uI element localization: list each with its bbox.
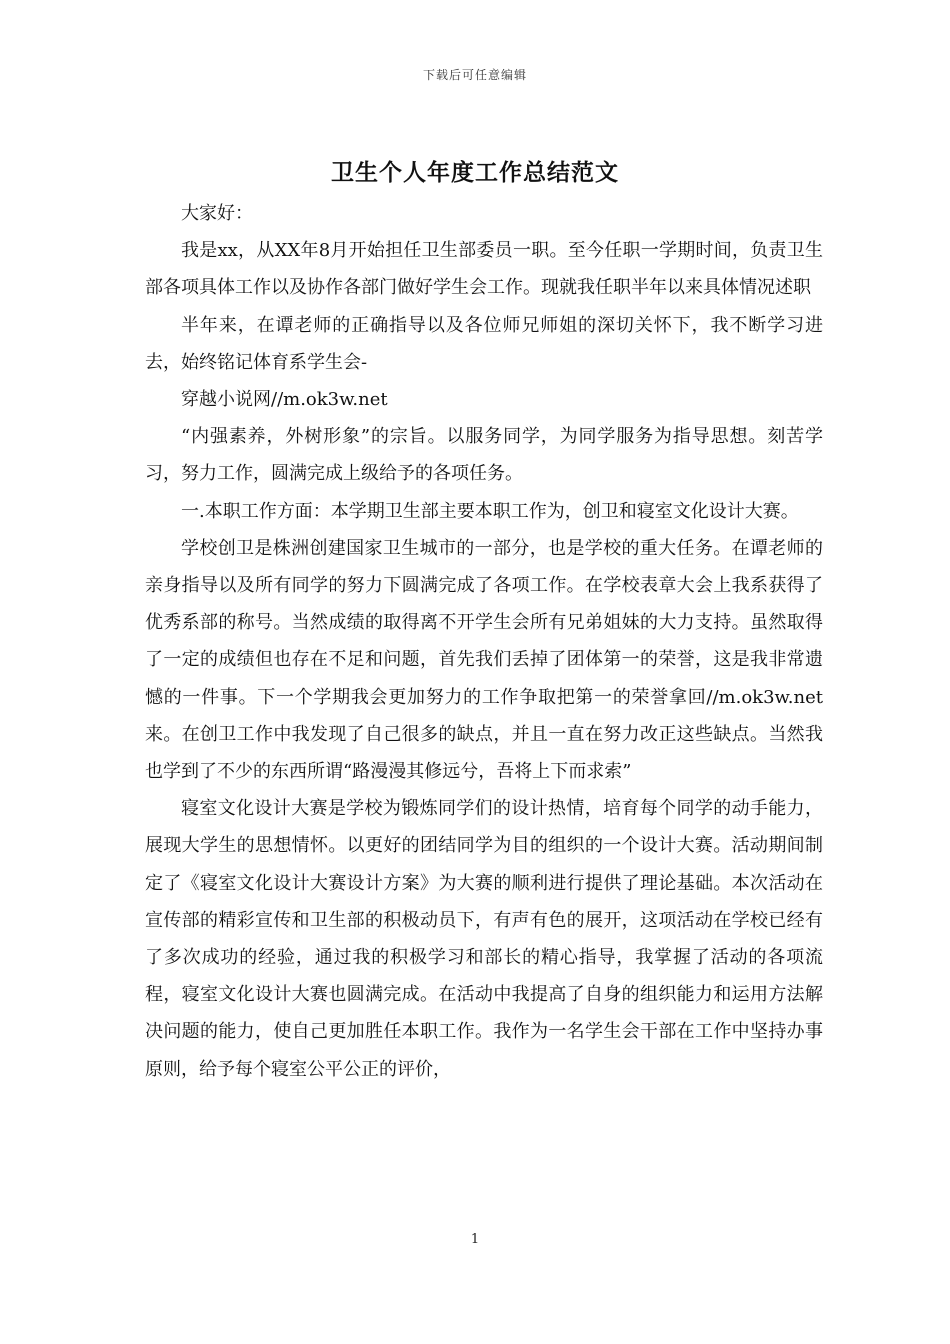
page-header-note: 下载后可任意编辑 (422, 68, 527, 82)
document-body (145, 195, 823, 1088)
document-title: 卫生个人年度工作总结范文 (331, 159, 619, 186)
page-number: 1 (470, 1232, 480, 1247)
paragraph-section-one: 一.本职工作方面：本学期卫生部主要本职工作为，创卫和寝室文化设计大赛。 (181, 500, 799, 522)
paragraph-greeting: 大家好： (181, 203, 253, 224)
paragraph-motto: “内强素养，外树形象”的宗旨。以服务同学，为同学服务为指导思想。刻苦学习，努力工作，圆满完成上级给予的各项任务。 (145, 426, 823, 485)
paragraph-introduction: 我是xx，从XX年8月开始担任卫生部委员一职。至今任职一学期时间，负责卫生部各项具体工作以及协作各部门做好学生会工作。现就我任职半年以来具体情况述职 (145, 240, 823, 299)
paragraph-website-line: 穿越小说网//m.ok3w.net (181, 389, 388, 411)
paragraph-half-year: 半年来，在谭老师的正确指导以及各位师兄师姐的深切关怀下，我不断学习进去，始终铭记体育系学生会- (145, 314, 823, 373)
paragraph-dorm-contest: 寝室文化设计大赛是学校为锻炼同学们的设计热情，培育每个同学的动手能力，展现大学生的思想情怀。以更好的团结同学为目的组织的一个设计大赛。活动期间制定了《寝室文化设计大赛设计方案》为大赛的顺利进行提供了理论基础。本次活动在宣传部的精彩宣传和卫生部的积极动员下，有声有色的展开，这项活动在学校已经有了多次成功的经验，通过我的积极学习和部长的精心指导，我掌握了活动的各项流程，寝室文化设计大赛也圆满完成。在活动中我提高了自身的组织能力和运用方法解决问题的能力，使自己更加胜任本职工作。我作为一名学生会干部在工作中坚持办事原则，给予每个寝室公平公正的评价， (145, 798, 823, 1080)
paragraph-health-city: 学校创卫是株洲创建国家卫生城市的一部分，也是学校的重大任务。在谭老师的亲身指导以及所有同学的努力下圆满完成了各项工作。在学校表章大会上我系获得了优秀系部的称号。当然成绩的取得离不开学生会所有兄弟姐妹的大力支持。虽然取得了一定的成绩但也存在不足和问题，首先我们丢掉了团体第一的荣誉，这是我非常遗憾的一件事。下一个学期我会更加努力的工作争取把第一的荣誉拿回//m.ok3w.net来。在创卫工作中我发现了自己很多的缺点，并且一直在努力改正这些缺点。当然我也学到了不少的东西所谓“路漫漫其修远兮，吾将上下而求索” (145, 537, 823, 783)
